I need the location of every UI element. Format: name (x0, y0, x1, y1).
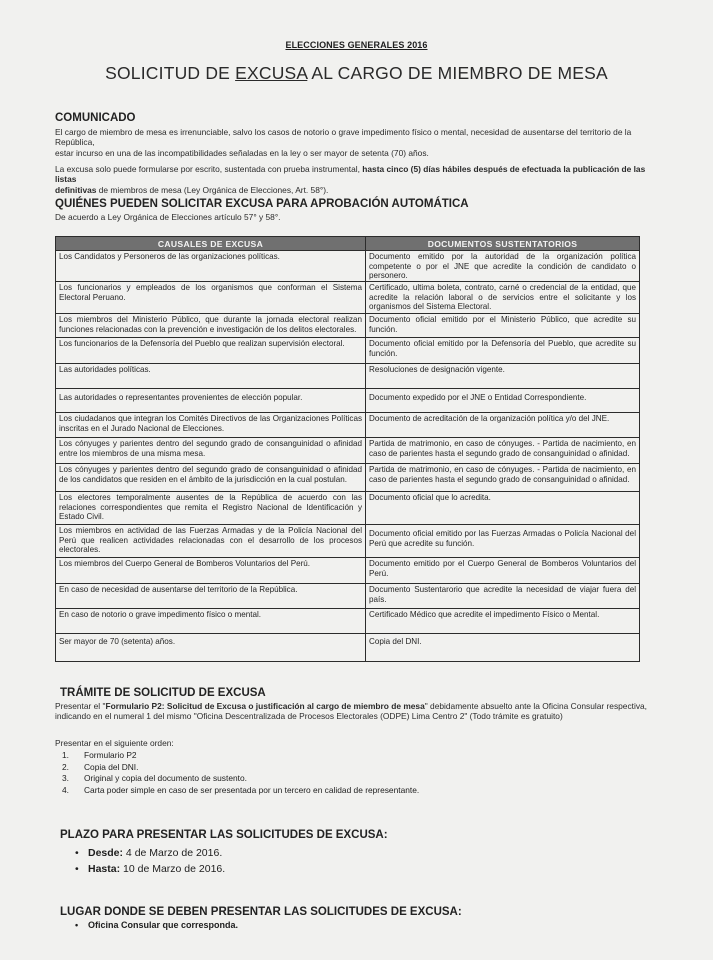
table-row (56, 314, 640, 338)
table-row (56, 364, 640, 389)
step-text: Original y copia del documento de sustento. (84, 773, 247, 784)
cause-cell: En caso de necesidad de ausentarse del territorio de la República. (56, 584, 366, 609)
doc-cell: Documento oficial emitido por el Ministerio Público, que acredite su función. (366, 314, 640, 338)
col-header-causales: CAUSALES DE EXCUSA (56, 237, 366, 251)
doc-cell: Documento expedido por el JNE o Entidad Correspondiente. (366, 389, 640, 413)
tramite-line1-end: " debidamente absuelto ante la Oficina Consular respectiva, (424, 701, 647, 711)
doc-cell: Partida de matrimonio, en caso de cónyuges. - Partida de nacimiento, en caso de parientes hasta el segundo grado de consanguinidad o afinidad. (366, 438, 640, 464)
quienes-heading: QUIÉNES PUEDEN SOLICITAR EXCUSA PARA APROBACIÓN AUTOMÁTICA (55, 198, 469, 210)
doc-cell: Partida de matrimonio, en caso de cónyuges. - Partida de nacimiento, en caso de parientes hasta el segundo grado de consanguinidad o afinidad. (366, 464, 640, 492)
cause-cell: Los miembros en actividad de las Fuerzas Armadas y de la Policía Nacional del Perú que realicen actividades relacionadas con el desarrollo de los procesos electorales. (56, 525, 366, 558)
doc-cell: Documento oficial que lo acredita. (366, 492, 640, 525)
table-row (56, 492, 640, 525)
list-item (72, 862, 225, 878)
table-row (56, 609, 640, 634)
table-row (56, 389, 640, 413)
doc-cell: Certificado, ultima boleta, contrato, carné o credencial de la entidad, que acredite la relación laboral o de servicios entre el solicitante y los organismos del Sistema Electoral. (366, 282, 640, 314)
list-item (62, 773, 419, 785)
table-row (56, 413, 640, 438)
comunicado-paragraph-1 (55, 127, 665, 158)
list-item (72, 846, 225, 862)
list-item (62, 762, 419, 774)
cause-cell: Los cónyuges y parientes dentro del segundo grado de consanguinidad o afinidad entre los miembros de una misma mesa. (56, 438, 366, 464)
table-row (56, 464, 640, 492)
cause-cell: Ser mayor de 70 (setenta) años. (56, 634, 366, 662)
list-item (62, 785, 419, 797)
title-part-1: SOLICITUD DE (105, 63, 236, 83)
list-item (72, 918, 238, 932)
plazo-hasta-value: 10 de Marzo de 2016. (120, 862, 226, 875)
doc-cell: Documento oficial emitido por las Fuerzas Armadas o Policía Nacional del Perú que acredite su función. (366, 525, 640, 558)
list-item (62, 750, 419, 762)
causes-table (55, 236, 640, 662)
step-number: 2. (62, 761, 69, 772)
table-row (56, 634, 640, 662)
doc-cell: Copia del DNI. (366, 634, 640, 662)
col-header-documentos: DOCUMENTOS SUSTENTATORIOS (366, 237, 640, 251)
quienes-subtitle: De acuerdo a Ley Orgánica de Elecciones artículo 57° y 58°. (55, 212, 281, 222)
cause-cell: Las autoridades políticas. (56, 364, 366, 389)
step-text: Formulario P2 (84, 750, 137, 760)
lugar-list (72, 918, 238, 932)
doc-cell: Resoluciones de designación vigente. (366, 364, 640, 389)
tramite-paragraph (55, 701, 675, 722)
plazo-hasta-label: Hasta: (88, 862, 121, 875)
cause-cell: Los funcionarios y empleados de los organismos que conforman el Sistema Electoral Peruano. (56, 282, 366, 314)
doc-cell: Documento Sustentarorio que acredite la necesidad de viajar fuera del país. (366, 584, 640, 609)
comunicado-p1-line2: estar incurso en una de las incompatibilidades señaladas en la ley o ser mayor de setenta (70) años. (55, 147, 429, 158)
tramite-heading: TRÁMITE DE SOLICITUD DE EXCUSA (60, 687, 266, 699)
comunicado-p2-line2b: de miembros de mesa (Ley Orgánica de Elecciones, Art. 58°). (96, 184, 329, 195)
tramite-line2: indicando en el numeral 1 del mismo "Oficina Descentralizada de Procesos Electorales (ODPE) Lima Centro 2" (Todo trámite es gratuito) (55, 711, 563, 722)
cause-cell: Los Candidatos y Personeros de las organizaciones políticas. (56, 251, 366, 282)
comunicado-p2-deadline: hasta cinco (5) días hábiles después de efectuada la publicación de las listas (55, 164, 646, 185)
table-row (56, 558, 640, 584)
cause-cell: Las autoridades o representantes provenientes de elección popular. (56, 389, 366, 413)
document-title (0, 63, 713, 84)
table-row (56, 438, 640, 464)
bullet-icon: • (75, 847, 79, 859)
comunicado-heading: COMUNICADO (55, 112, 136, 124)
table-row (56, 338, 640, 364)
tramite-form-name: Formulario P2: Solicitud de Excusa o justificación al cargo de miembro de mesa (105, 701, 425, 711)
cause-cell: En caso de notorio o grave impedimento físico o mental. (56, 609, 366, 634)
doc-cell: Certificado Médico que acredite el impedimento Físico o Mental. (366, 609, 640, 634)
table-row (56, 584, 640, 609)
step-text: Carta poder simple en caso de ser presentada por un tercero en calidad de representante. (84, 784, 420, 795)
comunicado-paragraph-2 (55, 164, 665, 195)
lugar-item-text: Oficina Consular que corresponda. (88, 920, 239, 930)
step-number: 1. (62, 750, 69, 760)
tramite-order-intro: Presentar en el siguiente orden: (55, 738, 174, 748)
table-row (56, 282, 640, 314)
bullet-icon: • (75, 862, 79, 875)
cause-cell: Los miembros del Ministerio Público, que durante la jornada electoral realizan funciones relacionadas con la prevención e investigación de los delitos electorales. (56, 314, 366, 338)
doc-cell: Documento emitido por el Cuerpo General de Bomberos Voluntarios del Perú. (366, 558, 640, 584)
cause-cell: Los electores temporalmente ausentes de la República de acuerdo con las relaciones correspondientes que remita el Registro Nacional de Identificación y Estado Civil. (56, 492, 366, 525)
table-row (56, 525, 640, 558)
plazo-list (72, 846, 225, 877)
doc-cell: Documento emitido por la autoridad de la organización política competente o por el JNE que acredite la condición de candidato o personero. (366, 251, 640, 282)
cause-cell: Los miembros del Cuerpo General de Bomberos Voluntarios del Perú. (56, 558, 366, 584)
doc-cell: Documento de acreditación de la organización política y/o del JNE. (366, 413, 640, 438)
comunicado-p1-line1: El cargo de miembro de mesa es irrenunciable, salvo los casos de notorio o grave impedimento físico o mental, necesidad de ausentarse del territorio de la República, (55, 127, 632, 148)
bullet-icon: • (75, 920, 79, 930)
tramite-line1-start: Presentar el " (55, 701, 106, 711)
lugar-heading: LUGAR DONDE SE DEBEN PRESENTAR LAS SOLICITUDES DE EXCUSA: (60, 906, 462, 918)
cause-cell: Los cónyuges y parientes dentro del segundo grado de consanguinidad o afinidad de los candidatos que residen en el ámbito de la jurisdicción en la cual postulan. (56, 464, 366, 492)
plazo-desde-label: Desde: (88, 847, 124, 859)
plazo-desde-value: 4 de Marzo de 2016. (123, 847, 223, 859)
step-number: 4. (62, 784, 69, 795)
comunicado-p2-line1a: La excusa solo puede formularse por escrito, sustentada con prueba instrumental, (55, 164, 363, 174)
plazo-heading: PLAZO PARA PRESENTAR LAS SOLICITUDES DE EXCUSA: (60, 829, 388, 841)
cause-cell: Los funcionarios de la Defensoría del Pueblo que realizan supervisión electoral. (56, 338, 366, 364)
title-part-excusa: EXCUSA (235, 63, 308, 83)
step-text: Copia del DNI. (84, 761, 139, 772)
document-header: ELECCIONES GENERALES 2016 (285, 40, 428, 50)
step-number: 3. (62, 773, 69, 784)
tramite-steps-list (62, 750, 419, 796)
cause-cell: Los ciudadanos que integran los Comités Directivos de las Organizaciones Políticas inscritas en el Jurado Nacional de Elecciones. (56, 413, 366, 438)
comunicado-p2-definitivas: definitivas (55, 184, 97, 195)
title-part-3: AL CARGO DE MIEMBRO DE MESA (307, 63, 608, 83)
doc-cell: Documento oficial emitido por la Defensoría del Pueblo, que acredite su función. (366, 338, 640, 364)
table-header-row (56, 237, 640, 251)
table-row (56, 251, 640, 282)
